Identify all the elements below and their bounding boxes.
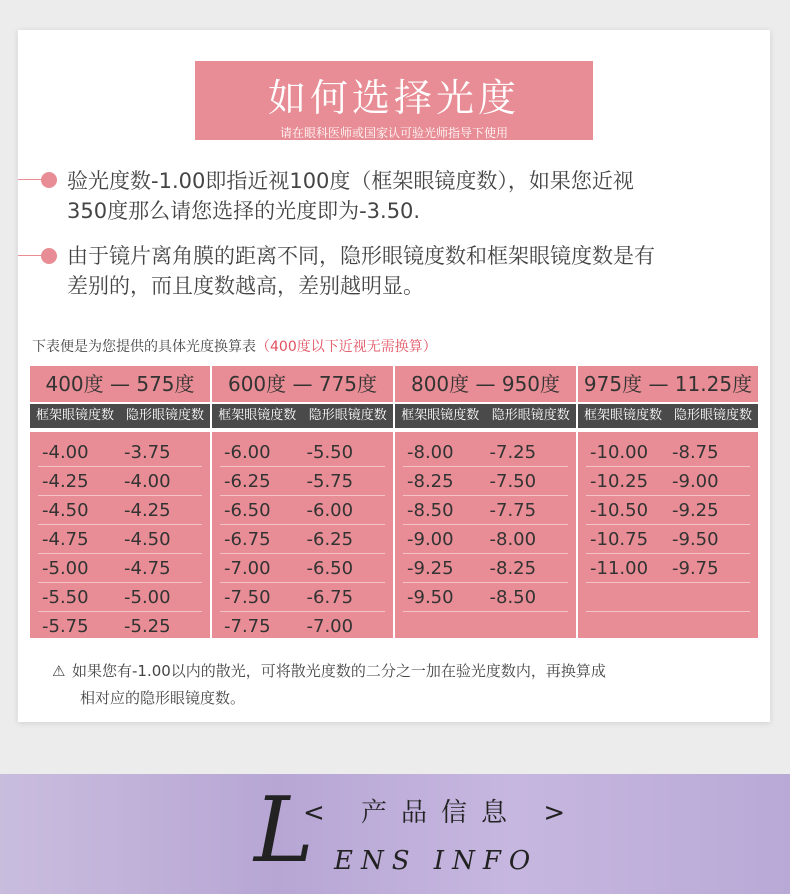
warning-icon: ⚠	[52, 662, 66, 680]
caption-text: 下表便是为您提供的具体光度换算表	[32, 339, 256, 355]
title-banner	[195, 61, 593, 140]
bullet-dot	[41, 172, 57, 188]
range-header: 800度 — 950度	[395, 366, 576, 402]
frame-power-cell	[586, 612, 668, 641]
frame-power-cell: -6.25	[224, 471, 271, 492]
sizing-guide-card	[18, 30, 770, 722]
table-row	[220, 525, 385, 554]
frame-power-cell: -7.00	[224, 558, 271, 579]
astigmatism-note	[52, 658, 606, 712]
frame-power-cell: -8.00	[407, 442, 454, 463]
table-row	[586, 554, 750, 583]
contact-power-header: 隐形眼镜度数	[308, 408, 387, 423]
table-row	[220, 612, 385, 641]
frame-power-cell: -10.75	[590, 529, 649, 550]
table-row	[586, 467, 750, 496]
bullet-paragraph-1	[67, 166, 634, 226]
table-column	[578, 366, 758, 638]
footer-big-letter: L	[254, 778, 314, 883]
contact-power-cell: -7.50	[489, 471, 537, 492]
table-row	[586, 496, 750, 525]
table-row	[38, 438, 202, 467]
table-row	[403, 612, 568, 641]
frame-power-cell: -4.75	[42, 529, 89, 550]
contact-power-cell	[668, 583, 750, 611]
page-subtitle: 请在眼科医师或国家认可验光师指导下使用	[279, 126, 508, 140]
table-caption	[32, 336, 437, 356]
frame-power-cell: -7.50	[224, 587, 271, 608]
note-line-1: 如果您有-1.00以内的散光，可将散光度数的二分之一加在验光度数内，再换算成	[72, 662, 606, 680]
contact-power-header: 隐形眼镜度数	[491, 408, 570, 423]
table-row	[586, 525, 750, 554]
table-row	[220, 583, 385, 612]
range-header: 600度 — 775度	[212, 366, 393, 402]
frame-power-cell: -5.50	[42, 587, 89, 608]
column-header-row	[578, 404, 758, 428]
table-row	[220, 467, 385, 496]
table-row	[38, 554, 202, 583]
frame-power-header: 框架眼镜度数	[583, 408, 662, 423]
contact-power-header: 隐形眼镜度数	[673, 408, 752, 423]
contact-power-cell: -8.50	[489, 587, 537, 608]
frame-power-cell: -7.75	[224, 616, 271, 637]
frame-power-header: 框架眼镜度数	[35, 408, 114, 423]
contact-power-cell: -4.50	[124, 529, 171, 550]
contact-power-cell: -9.75	[672, 558, 719, 579]
column-header-row	[395, 404, 576, 428]
frame-power-cell: -6.50	[224, 500, 271, 521]
frame-power-cell: -5.75	[42, 616, 89, 637]
table-row	[403, 496, 568, 525]
contact-power-cell: -9.00	[672, 471, 719, 492]
range-header: 400度 — 575度	[30, 366, 210, 402]
table-row	[586, 612, 750, 641]
bullet-1-line-1: 验光度数-1.00即指近视100度（框架眼镜度数），如果您近视	[67, 169, 634, 193]
table-body	[30, 432, 210, 638]
frame-power-cell: -6.75	[224, 529, 271, 550]
caption-highlight: （400度以下近视无需换算）	[256, 339, 437, 355]
table-row	[38, 496, 202, 525]
table-row	[586, 438, 750, 467]
table-row	[403, 467, 568, 496]
range-header: 975度 — 11.25度	[578, 366, 758, 402]
contact-power-cell: -6.50	[306, 558, 354, 579]
note-line-2: 相对应的隐形眼镜度数。	[80, 689, 246, 707]
contact-power-cell: -8.00	[489, 529, 537, 550]
table-row	[403, 438, 568, 467]
frame-power-cell: -11.00	[590, 558, 649, 579]
contact-power-cell: -4.25	[124, 500, 171, 521]
column-header-row	[212, 404, 393, 428]
frame-power-cell: -8.25	[407, 471, 454, 492]
frame-power-cell: -8.50	[407, 500, 454, 521]
frame-power-cell: -10.50	[590, 500, 649, 521]
table-row	[586, 583, 750, 612]
contact-power-cell: -7.25	[489, 442, 537, 463]
table-column	[212, 366, 393, 638]
table-row	[403, 554, 568, 583]
frame-power-cell: -10.00	[590, 442, 649, 463]
contact-power-cell: -8.75	[672, 442, 719, 463]
contact-power-cell	[486, 612, 569, 641]
frame-power-cell: -9.50	[407, 587, 454, 608]
frame-power-cell: -4.25	[42, 471, 89, 492]
frame-power-cell	[586, 583, 668, 611]
frame-power-header: 框架眼镜度数	[218, 408, 297, 423]
lens-info-footer	[0, 774, 790, 894]
contact-power-cell: -3.75	[124, 442, 171, 463]
table-column	[30, 366, 210, 638]
frame-power-header: 框架眼镜度数	[401, 408, 480, 423]
frame-power-cell: -9.25	[407, 558, 454, 579]
table-row	[38, 525, 202, 554]
footer-en-title: ENS INFO	[334, 846, 539, 876]
table-row	[220, 438, 385, 467]
contact-power-cell: -9.25	[672, 500, 719, 521]
contact-power-cell: -4.75	[124, 558, 171, 579]
frame-power-cell: -6.00	[224, 442, 271, 463]
contact-power-cell: -5.00	[124, 587, 171, 608]
table-row	[38, 612, 202, 641]
frame-power-cell: -9.00	[407, 529, 454, 550]
table-row	[403, 583, 568, 612]
frame-power-cell: -4.00	[42, 442, 89, 463]
contact-power-cell: -5.25	[124, 616, 171, 637]
contact-power-cell: -4.00	[124, 471, 171, 492]
contact-power-cell: -8.25	[489, 558, 537, 579]
contact-power-cell: -5.50	[306, 442, 354, 463]
table-row	[220, 496, 385, 525]
contact-power-cell: -6.00	[306, 500, 354, 521]
frame-power-cell: -10.25	[590, 471, 649, 492]
table-row	[403, 525, 568, 554]
contact-power-cell: -5.75	[306, 471, 354, 492]
table-column	[395, 366, 576, 638]
contact-power-cell: -6.75	[306, 587, 354, 608]
contact-power-cell: -7.00	[306, 616, 354, 637]
frame-power-cell: -4.50	[42, 500, 89, 521]
contact-power-cell: -9.50	[672, 529, 719, 550]
footer-cn-title: < 产品信息 >	[303, 798, 580, 828]
bullet-2-line-1: 由于镜片离角膜的距离不同，隐形眼镜度数和框架眼镜度数是有	[67, 244, 655, 268]
table-row	[38, 467, 202, 496]
table-row	[220, 554, 385, 583]
table-row	[38, 583, 202, 612]
table-body	[395, 432, 576, 638]
frame-power-cell: -5.00	[42, 558, 89, 579]
contact-power-cell: -6.25	[306, 529, 354, 550]
contact-power-header: 隐形眼镜度数	[125, 408, 204, 423]
bullet-1-line-2: 350度那么请您选择的光度即为-3.50.	[67, 199, 421, 223]
table-body	[212, 432, 393, 638]
page-title: 如何选择光度	[267, 76, 520, 120]
contact-power-cell	[668, 612, 750, 641]
frame-power-cell	[403, 612, 486, 641]
column-header-row	[30, 404, 210, 428]
bullet-paragraph-2	[67, 241, 655, 301]
table-body	[578, 432, 758, 638]
bullet-dot	[41, 248, 57, 264]
contact-power-cell: -7.75	[489, 500, 537, 521]
bullet-2-line-2: 差别的，而且度数越高，差别越明显。	[67, 274, 424, 298]
